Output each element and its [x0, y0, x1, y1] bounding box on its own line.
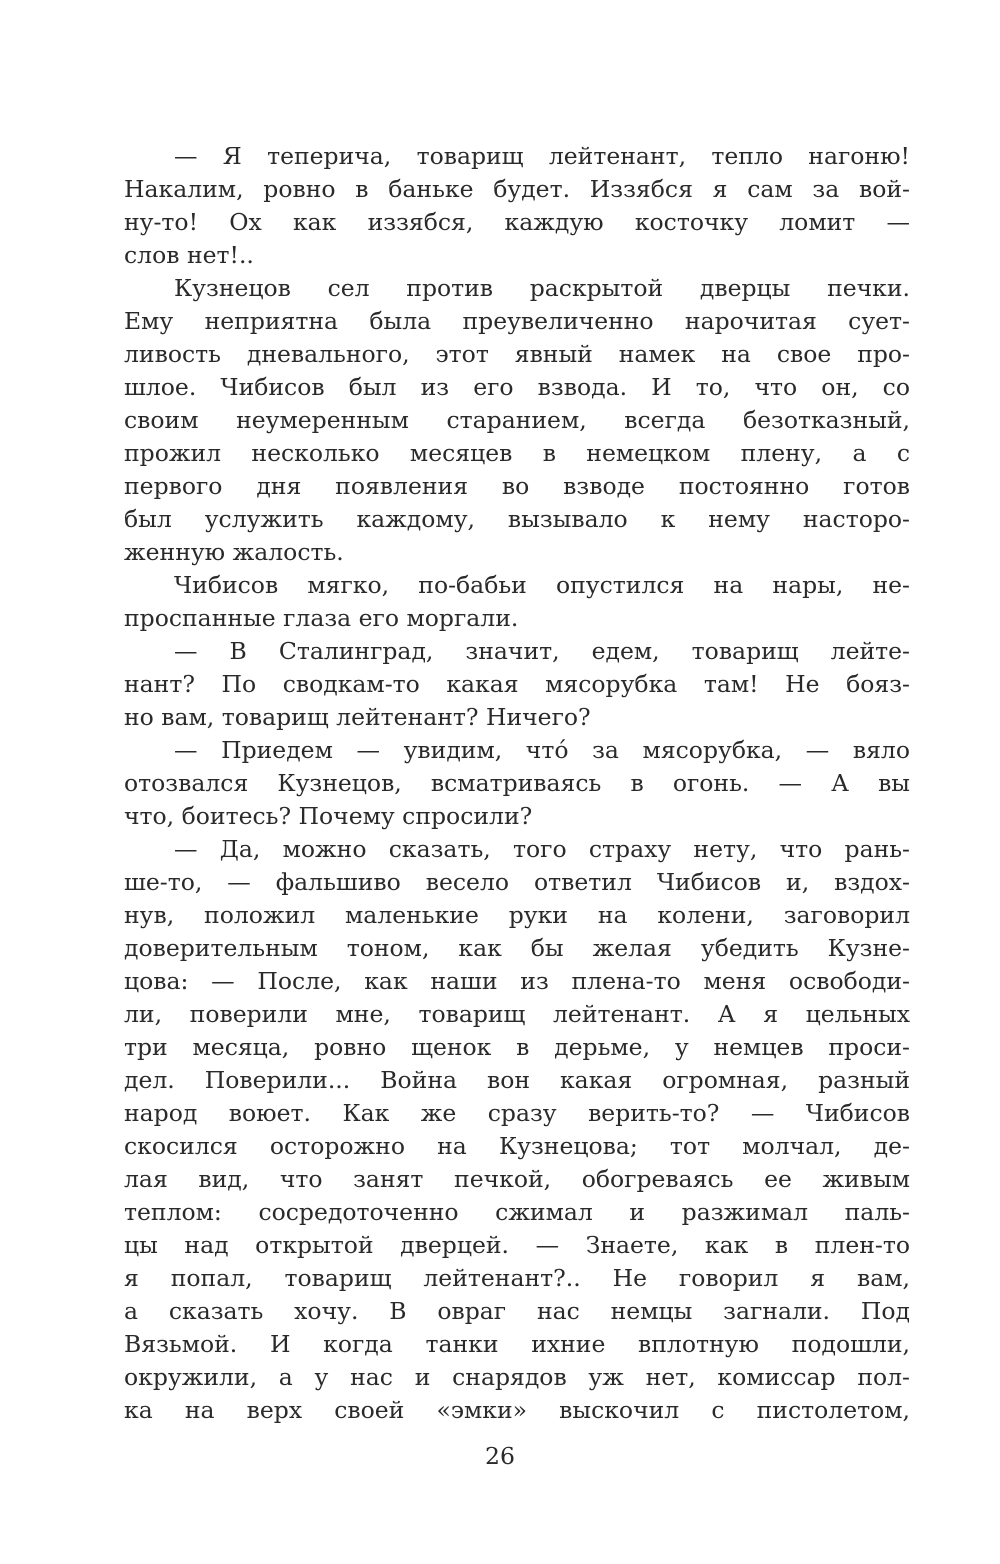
text-line: Кузнецов сел против раскрытой дверцы печки. [174, 274, 910, 302]
text-line: теплом: сосредоточенно сжимал и разжимал паль- [124, 1198, 910, 1226]
text-line: что, боитесь? Почему спросили? [124, 802, 533, 830]
text-line: но вам, товарищ лейтенант? Ничего? [124, 703, 591, 731]
text-line: ли, поверили мне, товарищ лейтенант. А я цельных [124, 1000, 910, 1028]
text-line: слов нет!.. [124, 241, 254, 269]
text-line: Чибисов мягко, по-бабьи опустился на нары, не- [174, 571, 910, 599]
text-line: — В Сталинград, значит, едем, товарищ лейте- [174, 637, 910, 665]
text-line: — Я теперича, товарищ лейтенант, тепло нагоню! [174, 142, 910, 170]
text-line: своим неумеренным старанием, всегда безотказный, [124, 406, 910, 434]
text-line: женную жалость. [124, 538, 344, 566]
text-line: ше-то, — фальшиво весело ответил Чибисов и, вздох- [124, 868, 910, 896]
text-line: ну-то! Ох как иззябся, каждую косточку ломит — [124, 208, 910, 236]
text-line: нув, положил маленькие руки на колени, заговорил [124, 901, 910, 929]
text-line: Ему неприятна была преувеличенно нарочитая сует- [124, 307, 910, 335]
text-line: окружили, а у нас и снарядов уж нет, комиссар пол- [124, 1363, 910, 1391]
text-line: прожил несколько месяцев в немецком плену, а с [124, 439, 910, 467]
text-line: скосился осторожно на Кузнецова; тот молчал, де- [124, 1132, 910, 1160]
text-line: ливость дневального, этот явный намек на свое про- [124, 340, 910, 368]
text-line: первого дня появления во взводе постоянно готов [124, 472, 910, 500]
text-line: отозвался Кузнецов, всматриваясь в огонь. — А вы [124, 769, 910, 797]
text-line: цы над открытой дверцей. — Знаете, как в плен-то [124, 1231, 910, 1259]
text-line: доверительным тоном, как бы желая убедить Кузне- [124, 934, 910, 962]
text-line: проспанные глаза его моргали. [124, 604, 519, 632]
text-line: ка на верх своей «эмки» выскочил с пистолетом, [124, 1396, 910, 1424]
text-line: Вязьмой. И когда танки ихние вплотную подошли, [124, 1330, 910, 1358]
text-line: а сказать хочу. В овраг нас немцы загнали. Под [124, 1297, 910, 1325]
text-line: Накалим, ровно в баньке будет. Иззябся я сам за вой- [124, 175, 910, 203]
page-text [124, 140, 910, 1427]
text-line: цова: — После, как наши из плена-то меня освободи- [124, 967, 910, 995]
text-line: — Да, можно сказать, того страху нету, что рань- [174, 835, 910, 863]
text-line: дел. Поверили... Война вон какая огромная, разный [124, 1066, 910, 1094]
text-line: был услужить каждому, вызывало к нему насторо- [124, 505, 910, 533]
text-line: три месяца, ровно щенок в дерьме, у немцев проси- [124, 1033, 910, 1061]
text-line: я попал, товарищ лейтенант?.. Не говорил я вам, [124, 1264, 910, 1292]
page-number: 26 [485, 1442, 515, 1470]
text-line: — Приедем — увидим, что́ за мясорубка, — вяло [174, 736, 910, 764]
text-line: народ воюет. Как же сразу верить-то? — Чибисов [124, 1099, 910, 1127]
text-line: шлое. Чибисов был из его взвода. И то, что он, со [124, 373, 910, 401]
text-line: лая вид, что занят печкой, обогреваясь ее живым [124, 1165, 910, 1193]
text-line: нант? По сводкам-то какая мясорубка там! Не бояз- [124, 670, 910, 698]
